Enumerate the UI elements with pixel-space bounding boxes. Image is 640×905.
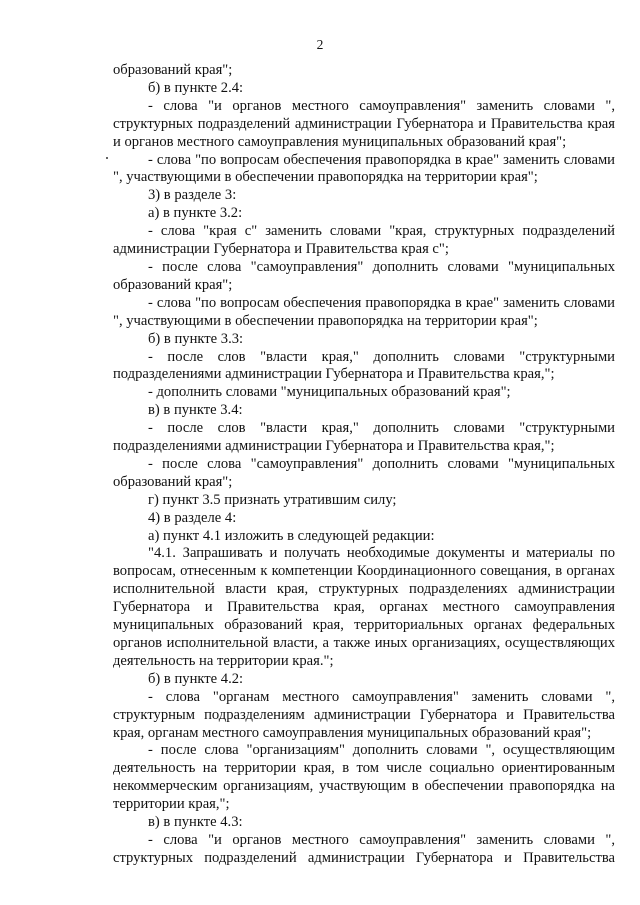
paragraph: в) в пункте 3.4:: [148, 402, 243, 419]
document-body: [113, 62, 615, 868]
paragraph: - слова "органам местного самоуправления" заменить словами ", структурным подразделениям администрации Губернатора и Правительства края, органам местного самоуправления муниципальных образований края";: [113, 688, 615, 741]
paragraph: - после слова "организациям" дополнить словами ", осуществляющим деятельность на территории края, в том числе социально ориентированным некоммерческим организациям, участвующим в обеспечении правопорядка на территории края,";: [113, 742, 615, 813]
paragraph: б) в пункте 3.3:: [148, 330, 244, 347]
paragraph: б) в пункте 4.2:: [148, 670, 244, 687]
paragraph: б) в пункте 2.4:: [148, 79, 244, 96]
quoted-paragraph: "4.1. Запрашивать и получать необходимые документы и материалы по вопросам, отнесенным к компетенции Координационного совещания, в органах исполнительной власти края, структурных подразделениях администрации Губернатора и Правительства края, органах местного самоуправления муниципальных образований края, территориальных органах федеральных органов исполнительной власти, а также иных организациях, осуществляющих деятельность на территории края.";: [113, 545, 615, 669]
paragraph: - слова "края с" заменить словами "края, структурных подразделений администрации Губернатора и Правительства края с";: [113, 223, 615, 258]
paragraph: - после слов "власти края," дополнить словами "структурными подразделениями администрации Губернатора и Правительства края,";: [113, 348, 615, 383]
paragraph: - дополнить словами "муниципальных образований края";: [148, 384, 511, 401]
paragraph: - слова "по вопросам обеспечения правопорядка в крае" заменить словами ", участвующими в обеспечении правопорядка на территории края";: [113, 151, 615, 186]
paragraph: а) пункт 4.1 изложить в следующей редакции:: [148, 527, 435, 544]
paragraph: - после слова "самоуправления" дополнить словами "муниципальных образований края";: [113, 455, 615, 490]
paragraph: г) пункт 3.5 признать утратившим силу;: [148, 491, 397, 508]
paragraph: 4) в разделе 4:: [148, 509, 237, 526]
paragraph: - слова "и органов местного самоуправления" заменить словами ", структурных подразделений администрации Губернатора и Правительства края и органов местного самоуправления муниципальных образований края";: [113, 97, 615, 150]
paragraph: - слова "по вопросам обеспечения правопорядка в крае" заменить словами ", участвующими в обеспечении правопорядка на территории края";: [113, 294, 615, 329]
paragraph: в) в пункте 4.3:: [148, 814, 243, 831]
paragraph: - после слов "власти края," дополнить словами "структурными подразделениями администрации Губернатора и Правительства края,";: [113, 420, 615, 455]
paragraph: 3) в разделе 3:: [148, 187, 237, 204]
paragraph: образований края";: [113, 62, 233, 78]
scan-speck: [106, 157, 108, 159]
paragraph: а) в пункте 3.2:: [148, 205, 243, 222]
paragraph: - после слова "самоуправления" дополнить словами "муниципальных образований края";: [113, 258, 615, 293]
page-number: 2: [316, 37, 324, 52]
paragraph: - слова "и органов местного самоуправления" заменить словами ", структурных подразделений администрации Губернатора и Правительства: [113, 831, 615, 866]
